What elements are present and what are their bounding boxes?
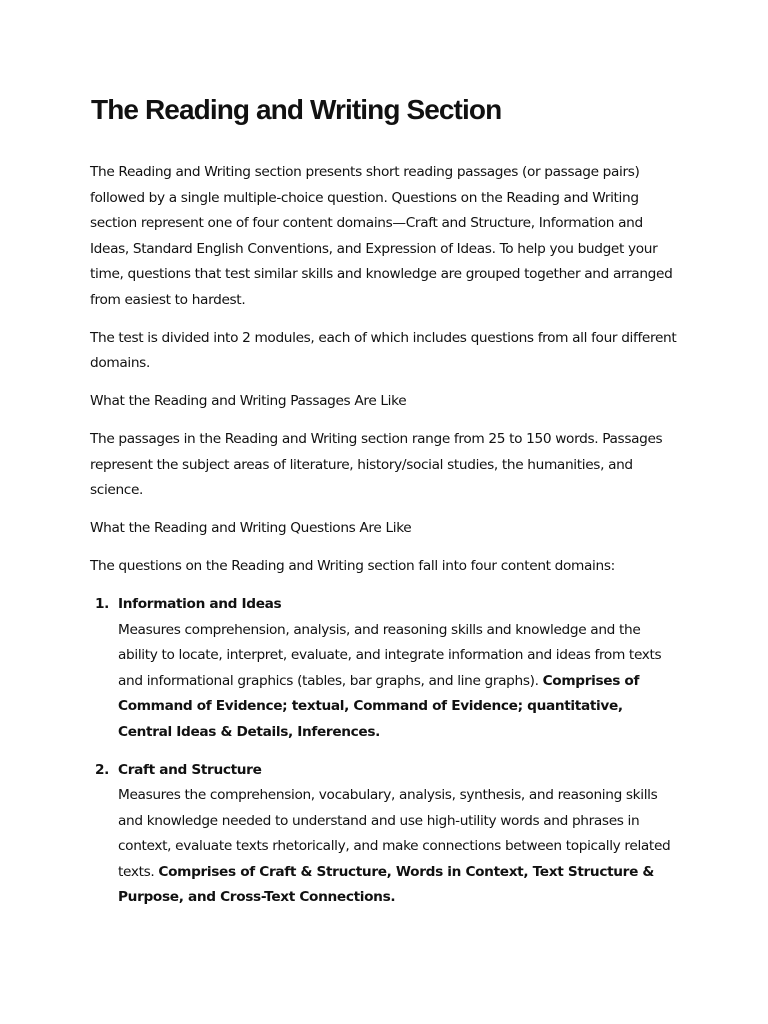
domain-description: Measures the comprehension, vocabulary, analysis, synthesis, and reasoning skills and knowledge needed to understand and use high-utility words and phrases in context, evaluate texts rhetorically, and make connections between topically related texts. <box>118 787 671 880</box>
domain-description: Measures comprehension, analysis, and reasoning skills and knowledge and the ability to locate, interpret, evaluate, and integrate information and ideas from texts and informational graphics (tables, bar graphs, and line graphs). <box>118 621 662 689</box>
list-number: 1. <box>95 596 110 612</box>
document-body <box>90 160 680 923</box>
page-title: The Reading and Writing Section <box>91 94 502 125</box>
passages-heading: What the Reading and Writing Passages Are Like <box>90 393 407 409</box>
domain-title: Craft and Structure <box>118 761 262 778</box>
content-domains-list <box>90 592 680 911</box>
domains-intro-paragraph: The questions on the Reading and Writing section fall into four content domains: <box>90 558 615 574</box>
passages-paragraph: The passages in the Reading and Writing section range from 25 to 150 words. Passages represent the subject areas of literature, history/social studies, the humanities, and science. <box>90 431 663 498</box>
domain-comprises: Comprises of Craft & Structure, Words in Context, Text Structure & Purpose, and Cross-Text Connections. <box>118 863 655 905</box>
questions-heading: What the Reading and Writing Questions Are Like <box>90 520 412 536</box>
modules-paragraph: The test is divided into 2 modules, each of which includes questions from all four different domains. <box>90 329 677 371</box>
list-number: 2. <box>95 761 110 778</box>
domain-item-information-and-ideas <box>90 592 680 745</box>
intro-paragraph: The Reading and Writing section presents short reading passages (or passage pairs) followed by a single multiple-choice question. Questions on the Reading and Writing section represent one of four content domains—Craft and Structure, Information and Ideas, Standard English Conventions, and Expression of Ideas. To help you budget your time, questions that test similar skills and knowledge are grouped together and arranged from easiest to hardest. <box>90 164 673 308</box>
domain-title: Information and Ideas <box>118 596 282 612</box>
domain-item-craft-and-structure <box>90 758 680 911</box>
domain-comprises: Comprises of Command of Evidence; textual, Command of Evidence; quantitative, Central Ideas & Details, Inferences. <box>118 672 640 740</box>
